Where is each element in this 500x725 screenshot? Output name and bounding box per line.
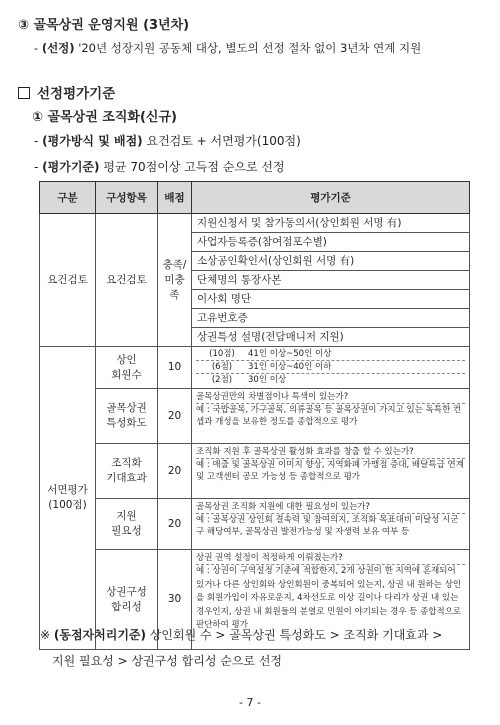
score-cell: 10 (158, 347, 192, 389)
score-cell: 충족/ 미충 족 (158, 214, 192, 347)
note-label: (동점자처리기준) (53, 628, 147, 642)
range-line: (6점) 31인 이상~40인 이하 (196, 360, 465, 373)
score-cell: 20 (158, 499, 192, 550)
selection-line: - (선정) '20년 성장지원 공동체 대상, 별도의 선정 절차 없이 3년차 연계 지원 (34, 41, 422, 55)
tie-break-note-continued: 지원 필요성 > 상권구성 합리성 순으로 선정 (52, 654, 283, 668)
tie-break-note: ※ (동점자처리기준) 상인회원 수 > 골목상권 특성화도 > 조직화 기대효과 > (40, 628, 443, 642)
criteria-cell: 이사회 명단 (192, 290, 470, 309)
criteria-cell (192, 389, 470, 444)
criteria-cell: 사업자등록증(참여점포수별) (192, 233, 470, 252)
criteria-heading: 선정평가기준 (18, 82, 115, 102)
evaluation-table (39, 181, 470, 650)
criteria-cell: 고유번호증 (192, 309, 470, 328)
score-cell: 20 (158, 389, 192, 444)
score-cell: 20 (158, 444, 192, 499)
score-cell: 30 (158, 550, 192, 650)
criteria-cell (192, 499, 470, 550)
header-category: 구분 (40, 182, 96, 214)
note-mark: ※ (40, 628, 51, 642)
section-number: ③ (18, 18, 30, 33)
criteria-example: 예 : 상권이 구역설정 기준에 적합한지, 2개 상권이 한 지역에 혼재되어 있거나 다른 상인회와 상인회원이 중복되어 있는지, 상권 내 원하는 상인을 회원가입이 자유로운지, 4차선도로 이상 길이나 다리가 상권 내 있는 경우인지, 상권 내 회원들의 분열로 민원이 야기되는 경우 등 종합적으로 판단하여 평가 (196, 564, 465, 633)
criteria-example: 예 : 국밥골목, 가구골목, 의류골목 등 골목상권이 가지고 있는 독특한 컨셉과 개성을 보유한 정도를 종합적으로 평가 (196, 403, 465, 428)
page-number: - 7 - (239, 696, 261, 709)
criteria-question: 상권 권역 설정이 적정하게 이뤄졌는가? (196, 553, 343, 563)
subsection-heading: ① 골목상권 조직화(신규) (32, 110, 177, 125)
criteria-cell: 지원신청서 및 참가동의서(상인회원 서명 有) (192, 214, 470, 233)
table-row (40, 444, 470, 499)
table-row (40, 389, 470, 444)
item-cell: 요건검토 (96, 214, 158, 347)
selection-text: '20년 성장지원 공동체 대상, 별도의 선정 절차 없이 3년차 연계 지원 (74, 41, 422, 55)
selection-label: (선정) (41, 41, 75, 55)
header-score: 배점 (158, 182, 192, 214)
criteria-question: 골목상권만의 차별점이나 특색이 있는가? (196, 392, 349, 402)
criteria-cell: 단체명의 통장사본 (192, 271, 470, 290)
table-header-row (40, 182, 470, 214)
range-line: (2점) 30인 이상 (196, 373, 465, 386)
category-cell: 서면평가 (100점) (40, 347, 96, 650)
section-3-heading (18, 14, 189, 33)
item-cell: 상권구성 합리성 (96, 550, 158, 650)
table-row (40, 214, 470, 233)
range-line: (10점) 41인 이상~50인 이상 (209, 349, 332, 359)
section-title: 골목상권 운영지원 (3년차) (33, 18, 190, 33)
criteria-example: 예 : 매출 및 골목상권 이미지 향상, 지역화폐 가맹점 증대, 배달특급 연계 및 고객센터 공모 가능성 등 종합적으로 평가 (196, 460, 464, 482)
range-cell (192, 347, 470, 389)
method-line: - (평가방식 및 배점) 요건검토 + 서면평가(100점) (34, 134, 301, 148)
criteria-question: 조직화 지원 후 골목상권 활성화 효과를 창출 할 수 있는가? (196, 447, 414, 457)
item-cell: 골목상권 특성화도 (96, 389, 158, 444)
criteria-cell: 소상공인확인서(상인회원 서명 有) (192, 252, 470, 271)
criteria-question: 골목상권 조직화 지원에 대한 필요성이 있는가? (196, 502, 371, 512)
item-cell: 지원 필요성 (96, 499, 158, 550)
item-cell: 상인 회원수 (96, 347, 158, 389)
header-criteria: 평가기준 (192, 182, 470, 214)
category-cell: 요건검토 (40, 214, 96, 347)
criteria-example: 예 : 골목상권 상인회 결속력 및 참여의지, 조직화 목표대비 미달성 시군구 해당여부, 골목상권 발전가능성 및 자생력 보유 여부 등 (196, 513, 465, 538)
criteria-line: - (평가기준) 평균 70점이상 고득점 순으로 선정 (34, 160, 285, 174)
square-bullet-icon (18, 87, 30, 99)
table-row (40, 499, 470, 550)
criteria-cell: 상권특성 설명(전담매니저 지원) (192, 328, 470, 347)
item-cell: 조직화 기대효과 (96, 444, 158, 499)
table-row (40, 347, 470, 389)
header-item: 구성항목 (96, 182, 158, 214)
criteria-cell (192, 444, 470, 499)
